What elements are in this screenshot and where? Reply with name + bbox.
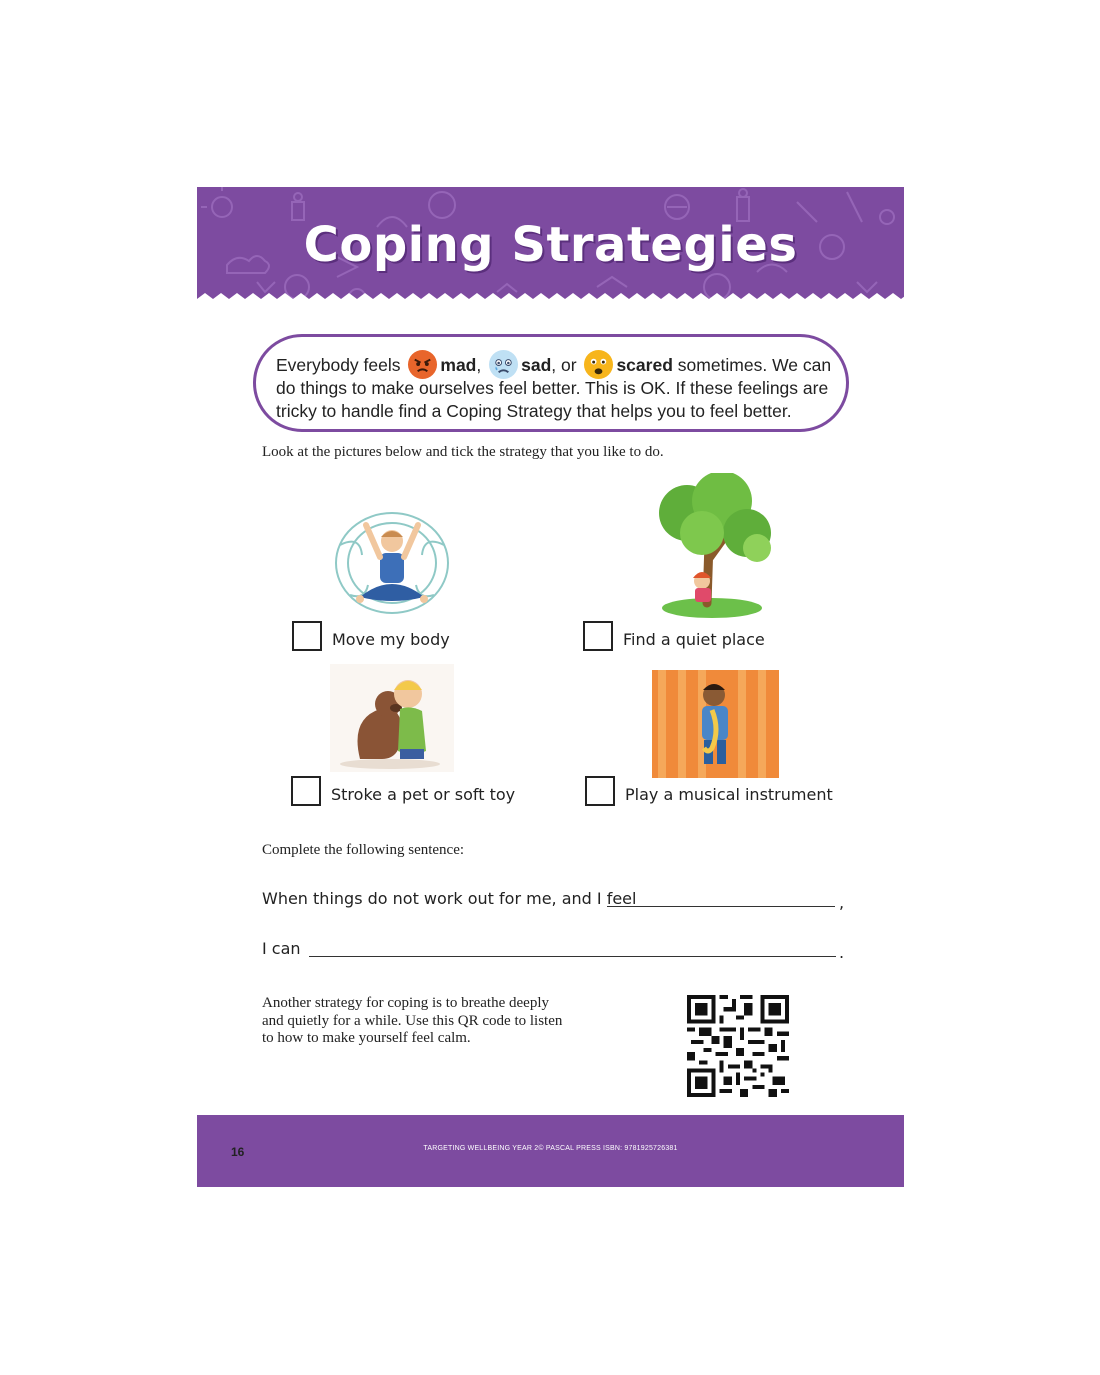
worksheet-page (197, 187, 904, 1187)
sentence-1-end: , (839, 893, 845, 912)
sentence-2-end: . (839, 943, 845, 962)
sep-1: , (476, 355, 482, 375)
page-number: 16 (231, 1145, 245, 1159)
feel-answer-line[interactable] (607, 906, 835, 907)
complete-instruction: Complete the following sentence: (262, 842, 465, 858)
footer-credit: TARGETING WELLBEING YEAR 2© PASCAL PRESS ISBN: 9781925726381 (423, 1145, 678, 1152)
option-label-move-my-body: Move my body (332, 630, 450, 649)
option-label-play-a-musical-instrument: Play a musical instrument (625, 785, 833, 804)
child-saxophone-icon (652, 670, 779, 778)
intro-text-end: sometimes. We can (677, 355, 832, 375)
yoga-child-icon (330, 505, 454, 623)
child-with-dog-icon (330, 664, 454, 772)
breathe-paragraph (262, 995, 612, 1048)
title-banner (197, 187, 904, 311)
checkbox-find-a-quiet-place[interactable] (583, 621, 613, 651)
breathe-line-3: to how to make yourself feel calm. (262, 1030, 471, 1046)
intro-line-3: tricky to handle find a Coping Strategy that helps you to feel better. (276, 401, 792, 421)
angry-face-icon (407, 349, 438, 380)
checkbox-stroke-a-pet[interactable] (291, 776, 321, 806)
qr-code-icon[interactable] (687, 995, 789, 1097)
sep-2: , or (551, 355, 577, 375)
sad-face-icon (488, 349, 519, 380)
sentence-1-prompt: When things do not work out for me, and I feel (262, 889, 637, 908)
intro-text: Everybody feels (276, 355, 401, 375)
option-label-stroke-a-pet: Stroke a pet or soft toy (331, 785, 516, 804)
can-answer-line[interactable] (309, 956, 836, 957)
breathe-line-1: Another strategy for coping is to breathe deeply (262, 995, 549, 1011)
mad-word: mad (440, 355, 477, 375)
tick-instruction: Look at the pictures below and tick the strategy that you like to do. (262, 444, 664, 460)
intro-line-1 (276, 349, 846, 380)
page-footer (197, 1115, 904, 1187)
intro-callout (253, 334, 849, 432)
intro-line-2: do things to make ourselves feel better. This is OK. If these feelings are (276, 378, 829, 398)
option-label-find-a-quiet-place: Find a quiet place (623, 630, 765, 649)
scared-word: scared (616, 355, 673, 375)
sentence-2-prompt: I can (262, 939, 301, 958)
scared-face-icon (583, 349, 614, 380)
sad-word: sad (521, 355, 552, 375)
checkbox-move-my-body[interactable] (292, 621, 322, 651)
checkbox-play-a-musical-instrument[interactable] (585, 776, 615, 806)
page-title: Coping Strategies (303, 217, 798, 273)
tree-reading-icon (647, 473, 777, 621)
breathe-line-2: and quietly for a while. Use this QR code to listen (262, 1012, 563, 1029)
